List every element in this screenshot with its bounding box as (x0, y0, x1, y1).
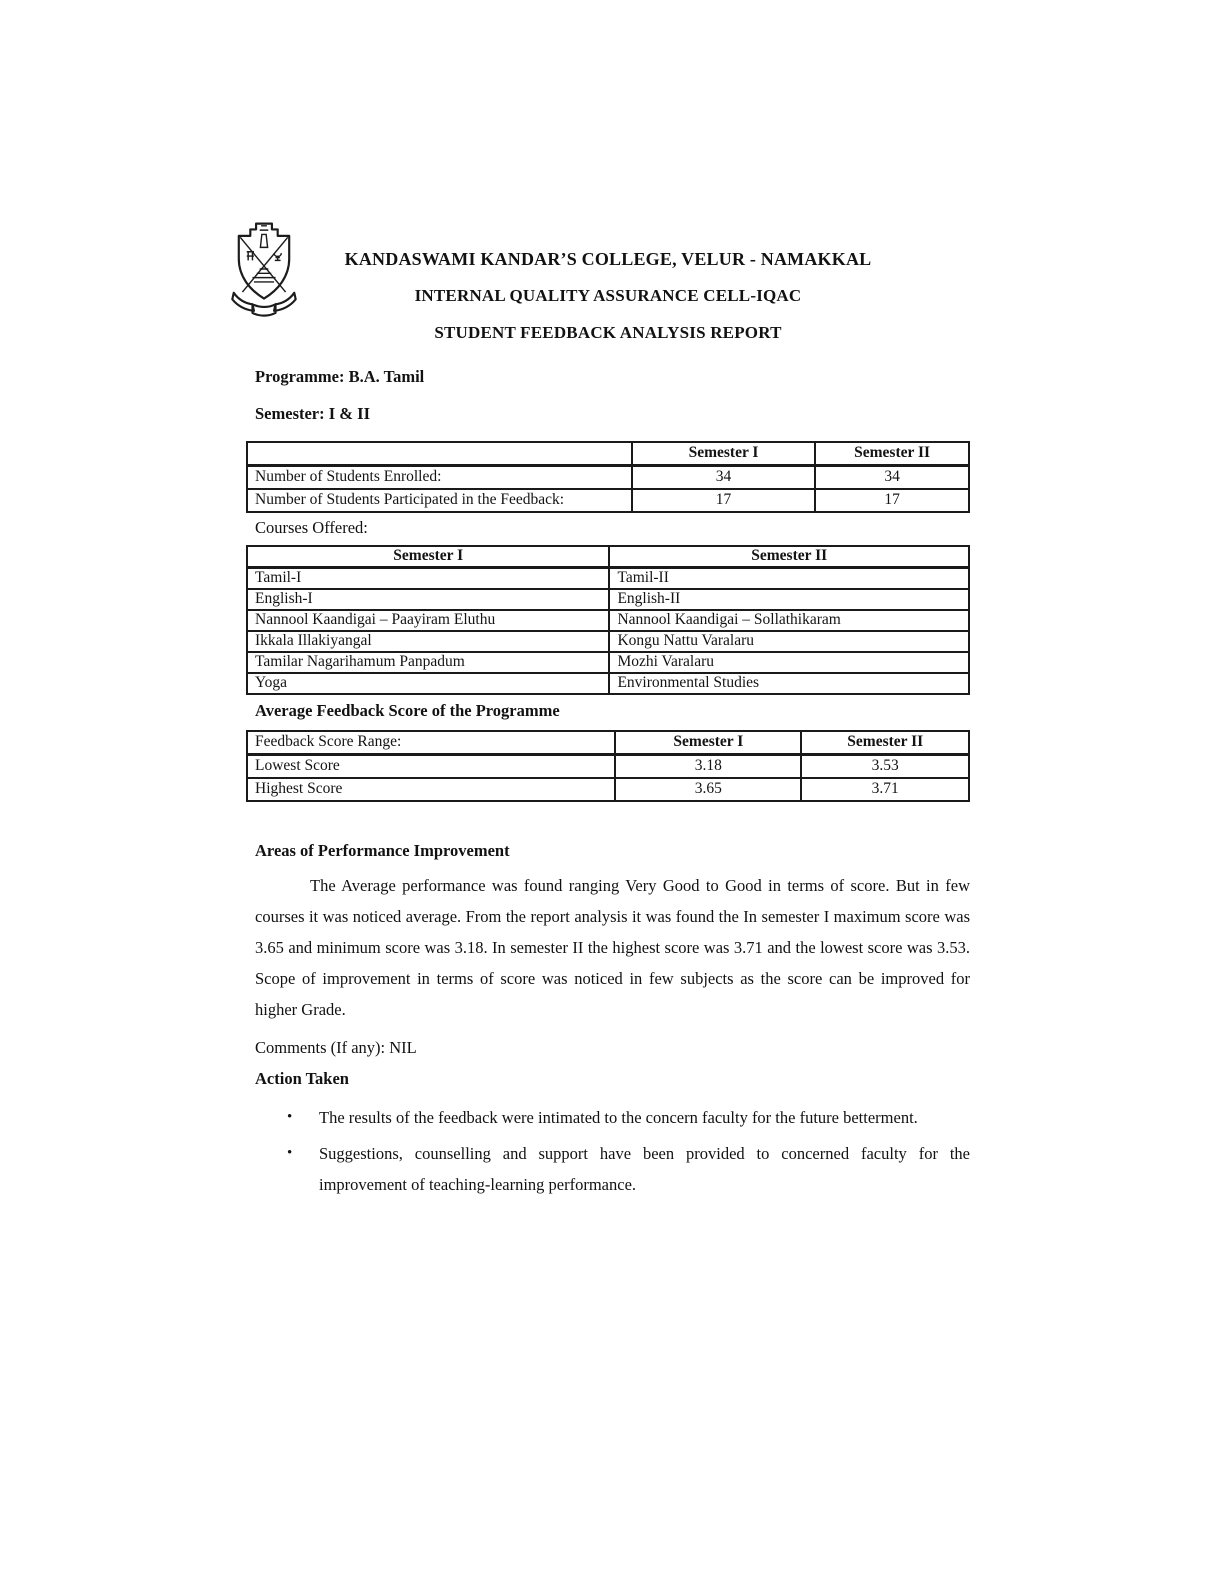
enrollment-header-empty (247, 442, 632, 466)
course-sem2: Mozhi Varalaru (609, 652, 969, 673)
table-row (247, 673, 969, 694)
score-header-row (247, 731, 969, 755)
highest-score-label: Highest Score (247, 778, 615, 801)
action-taken-list (246, 1102, 970, 1200)
title-block (246, 218, 970, 344)
enrollment-table (246, 441, 970, 513)
highest-score-sem2: 3.71 (801, 778, 969, 801)
table-row (247, 466, 969, 490)
areas-improvement-heading: Areas of Performance Improvement (255, 841, 510, 860)
course-sem2: Environmental Studies (609, 673, 969, 694)
course-sem1: Ikkala Illakiyangal (247, 631, 609, 652)
course-sem2: Tamil-II (609, 568, 969, 590)
document-header (246, 218, 970, 345)
score-table (246, 730, 970, 802)
participated-sem2-value: 17 (815, 489, 969, 512)
course-sem1: Tamilar Nagarihamum Panpadum (247, 652, 609, 673)
courses-offered-label: Courses Offered: (255, 518, 368, 537)
lowest-score-sem1: 3.18 (615, 755, 801, 779)
score-header-sem1: Semester I (615, 731, 801, 755)
table-row (247, 631, 969, 652)
iqac-cell-name: INTERNAL QUALITY ASSURANCE CELL-IQAC (414, 286, 802, 305)
areas-improvement-paragraph: The Average performance was found ranging Very Good to Good in terms of score. But in few courses it was noticed average. From the report analysis it was found the In semester I maximum score was 3.65 and minimum score was 3.18. In semester II the highest score was 3.71 and the lowest score was 3.53. Scope of improvement in terms of score was noticed in few subjects as the score can be improved for higher Grade. (255, 876, 970, 1019)
score-header-sem2: Semester II (801, 731, 969, 755)
course-sem1: Yoga (247, 673, 609, 694)
table-row (247, 589, 969, 610)
enrollment-header-sem2: Semester II (815, 442, 969, 466)
participated-label: Number of Students Participated in the Feedback: (247, 489, 632, 512)
courses-table (246, 545, 970, 695)
table-row (247, 489, 969, 512)
table-row (247, 610, 969, 631)
action-item-text: The results of the feedback were intimated to the concern faculty for the future betterment. (319, 1108, 918, 1127)
programme-label: Programme: B.A. Tamil (255, 367, 425, 386)
course-sem1: Tamil-I (247, 568, 609, 590)
lowest-score-sem2: 3.53 (801, 755, 969, 779)
course-sem2: Kongu Nattu Varalaru (609, 631, 969, 652)
college-name: KANDASWAMI KANDAR’S COLLEGE, VELUR - NAMAKKAL (344, 249, 872, 269)
courses-header-sem1: Semester I (247, 546, 609, 568)
enrollment-header-sem1: Semester I (632, 442, 815, 466)
highest-score-sem1: 3.65 (615, 778, 801, 801)
table-row (247, 778, 969, 801)
table-row (247, 755, 969, 779)
table-row (247, 652, 969, 673)
enrollment-header-row (247, 442, 969, 466)
action-taken-heading: Action Taken (255, 1069, 349, 1088)
score-range-label: Feedback Score Range: (247, 731, 615, 755)
courses-header-row (247, 546, 969, 568)
action-item-text: Suggestions, counselling and support have been provided to concerned faculty for the improvement of teaching-learning performance. (319, 1144, 970, 1194)
course-sem1: English-I (247, 589, 609, 610)
enrolled-label: Number of Students Enrolled: (247, 466, 632, 490)
courses-header-sem2: Semester II (609, 546, 969, 568)
semester-label: Semester: I & II (255, 404, 371, 423)
course-sem1: Nannool Kaandigai – Paayiram Eluthu (247, 610, 609, 631)
comments-label: Comments (If any): NIL (255, 1038, 417, 1057)
list-item (255, 1138, 970, 1200)
course-sem2: Nannool Kaandigai – Sollathikaram (609, 610, 969, 631)
list-item (255, 1102, 970, 1133)
avg-score-heading: Average Feedback Score of the Programme (255, 701, 560, 720)
college-crest-icon (228, 218, 300, 320)
bullet-icon: • (287, 1109, 293, 1125)
course-sem2: English-II (609, 589, 969, 610)
bullet-icon: • (287, 1145, 293, 1161)
report-content (246, 218, 970, 1205)
table-row (247, 568, 969, 590)
participated-sem1-value: 17 (632, 489, 815, 512)
enrolled-sem2-value: 34 (815, 466, 969, 490)
report-title: STUDENT FEEDBACK ANALYSIS REPORT (434, 323, 782, 342)
enrolled-sem1-value: 34 (632, 466, 815, 490)
lowest-score-label: Lowest Score (247, 755, 615, 779)
